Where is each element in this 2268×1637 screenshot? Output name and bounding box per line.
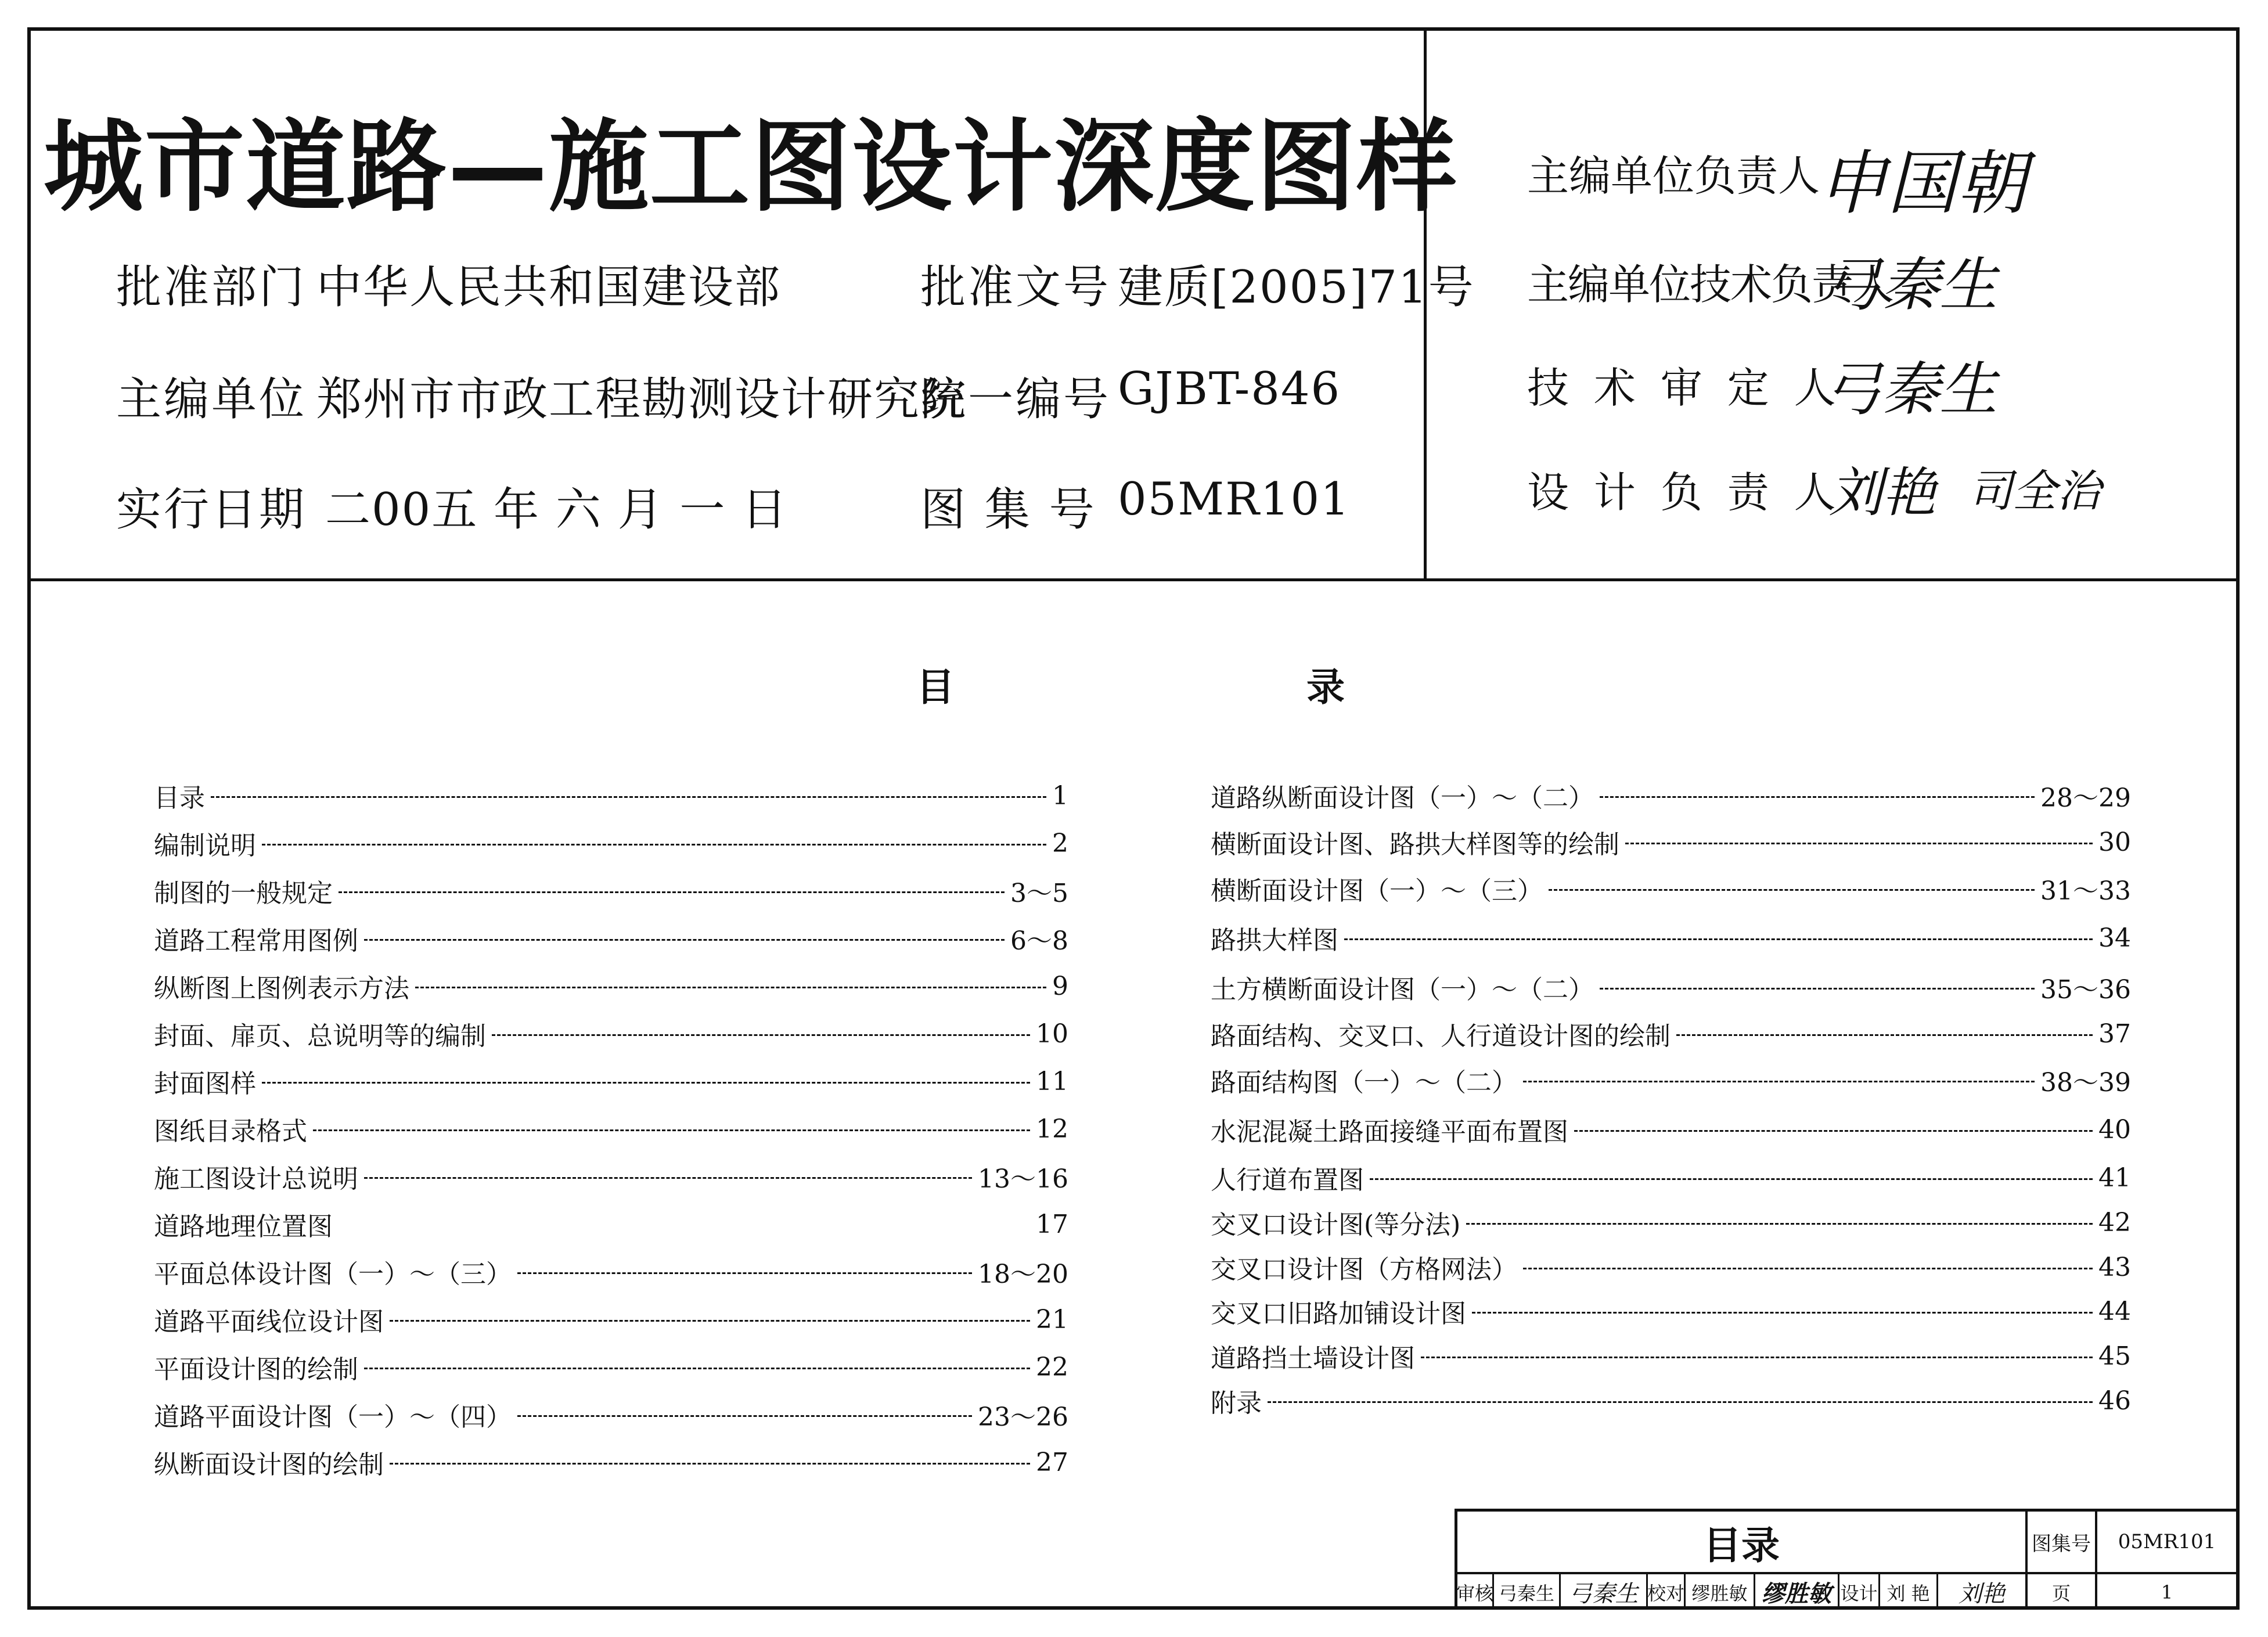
toc-entry-page: 31～33 [2040,876,2131,906]
unified-no-value: GJBT-846 [1118,363,1341,415]
toc-entry-page: 12 [1036,1114,1068,1144]
toc-entry-title: 编制说明 [154,831,256,861]
toc-entry[interactable] [154,1207,1068,1242]
tech-reviewer-signature: 弓秦生 [1823,355,1997,423]
toc-entry-title: 横断面设计图、路拱大样图等的绘制 [1211,830,1619,859]
toc-right-column [1211,778,2131,1417]
toc-leader [262,844,1046,846]
toc-entry[interactable] [154,1064,1068,1099]
toc-entry[interactable] [154,1016,1068,1051]
toc-entry[interactable] [154,1302,1068,1337]
toc-heading-left: 目 [916,665,955,710]
toc-entry[interactable] [1211,1112,2131,1147]
toc-entry-title: 土方横断面设计图（一）～（二） [1211,975,1594,1005]
toc-leader [1472,1312,2093,1314]
tb-review-signature: 弓秦生 [1568,1581,1639,1607]
toc-leader [1268,1401,2093,1403]
toc-entry-title: 平面设计图的绘制 [154,1355,358,1384]
tb-proof-signature: 缪胜敏 [1762,1580,1831,1607]
tech-reviewer-label: 技 术 审 定 人 [1527,364,1842,412]
toc-entry-page: 42 [2098,1207,2131,1237]
toc-entry-page: 41 [2098,1163,2131,1193]
toc-entry[interactable] [1211,1160,2131,1195]
toc-entry-page: 1 [1052,780,1068,811]
toc-entry-title: 封面、扉页、总说明等的编制 [154,1021,486,1051]
toc-entry-title: 水泥混凝土路面接缝平面布置图 [1211,1117,1568,1147]
toc-leader [364,939,1005,941]
toc-entry-page: 17 [1036,1209,1068,1239]
toc-leader [1625,843,2093,844]
toc-leader [1421,1357,2093,1358]
toc-left-column [154,778,1068,1498]
tb-design-signature: 刘艳 [1959,1581,2005,1607]
tb-proof-label: 校对 [1647,1582,1685,1604]
toc-entry-title: 道路平面线位设计图 [154,1307,384,1337]
toc-entry-title: 道路地理位置图 [154,1212,333,1242]
design-head-label: 设 计 负 责 人 [1527,468,1842,517]
chief-unit-head-signature: 申国朝 [1817,143,2026,224]
toc-leader [364,1177,972,1179]
toc-entry-title: 图纸目录格式 [154,1117,307,1146]
toc-entry[interactable] [154,778,1068,813]
toc-entry[interactable] [154,1397,1068,1432]
toc-entry-page: 28～29 [2040,783,2131,813]
header-bottom-divider [29,578,2238,581]
effective-date-label: 实行日期 [116,484,307,536]
toc-entry-page: 30 [2098,827,2131,857]
toc-entry[interactable] [154,1159,1068,1194]
toc-entry[interactable] [154,1445,1068,1480]
toc-leader [1600,988,2035,990]
tb-page-value: 1 [2161,1581,2173,1603]
toc-entry[interactable] [1211,1063,2131,1098]
toc-entry-title: 路面结构图（一）～（二） [1211,1068,1517,1098]
toc-entry[interactable] [154,969,1068,1003]
toc-leader [492,1034,1030,1036]
toc-entry-page: 38～39 [2040,1068,2131,1098]
tb-review-label: 审核 [1456,1582,1494,1604]
toc-entry-page: 23～26 [978,1402,1068,1432]
toc-entry-title: 交叉口旧路加铺设计图 [1211,1299,1466,1329]
toc-entry[interactable] [1211,1250,2131,1285]
toc-entry-page: 34 [2098,923,2131,953]
toc-entry[interactable] [1211,778,2131,813]
toc-leader [1600,796,2035,798]
toc-entry-page: 21 [1036,1304,1068,1334]
editor-unit-value: 郑州市市政工程勘测设计研究院 [316,373,967,426]
tb-design-label: 设计 [1840,1582,1878,1604]
toc-entry-title: 道路工程常用图例 [154,926,358,956]
effective-date-value: 二00五 年 六 月 一 日 [325,484,789,536]
toc-leader [339,891,1005,893]
toc-entry-title: 交叉口设计图(等分法) [1211,1210,1461,1240]
toc-entry[interactable] [154,1350,1068,1384]
toc-leader [1574,1130,2093,1132]
toc-leader [1523,1081,2035,1082]
approval-no-label: 批准文号 [920,261,1111,314]
toc-entry-page: 43 [2098,1252,2131,1282]
tb-design-name: 刘 艳 [1887,1582,1930,1604]
toc-entry-title: 施工图设计总说明 [154,1164,358,1194]
approval-no-value: 建质[2005]71号 [1118,261,1475,314]
toc-entry-page: 18～20 [978,1260,1068,1289]
chief-unit-head-label: 主编单位负责人 [1527,152,1820,200]
toc-leader [364,1368,1030,1369]
toc-leader [339,1225,1030,1226]
toc-entry-page: 13～16 [978,1164,1068,1194]
toc-entry[interactable] [1211,1339,2131,1373]
design-head-signature-2: 司全治 [1968,465,2101,517]
toc-entry-title: 人行道布置图 [1211,1165,1364,1195]
toc-leader [1466,1223,2093,1225]
toc-entry-title: 制图的一般规定 [154,879,333,908]
toc-entry[interactable] [1211,1383,2131,1418]
toc-entry-title: 纵断面设计图的绘制 [154,1450,384,1480]
toc-entry-page: 6～8 [1010,926,1068,956]
toc-entry-page: 44 [2098,1296,2131,1326]
toc-entry-page: 45 [2098,1341,2131,1371]
toc-entry-title: 封面图样 [154,1069,256,1099]
tb-page-label: 页 [2051,1582,2071,1604]
toc-entry-page: 35～36 [2040,975,2131,1005]
toc-leader [517,1272,972,1274]
toc-entry-title: 纵断图上图例表示方法 [154,974,409,1003]
toc-entry-title: 路面结构、交叉口、人行道设计图的绘制 [1211,1021,1671,1051]
toc-leader [390,1463,1030,1465]
tb-review-name: 弓秦生 [1498,1582,1554,1604]
atlas-no-value: 05MR101 [1118,473,1351,526]
toc-entry[interactable] [154,1111,1068,1146]
toc-leader [1549,889,2035,891]
atlas-no-label: 图 集 号 [920,484,1097,536]
chief-unit-tech-head-signature: 弓秦生 [1823,251,1997,319]
toc-entry-title: 交叉口设计图（方格网法） [1211,1255,1517,1285]
toc-entry[interactable] [1211,970,2131,1005]
toc-entry[interactable] [154,873,1068,908]
toc-entry-page: 3～5 [1010,879,1068,908]
toc-entry-page: 37 [2098,1019,2131,1049]
toc-heading-right: 录 [1306,665,1345,710]
toc-entry-page: 22 [1036,1352,1068,1382]
chief-unit-tech-head-label: 主编单位技术负责人 [1527,260,1893,309]
toc-leader [1344,938,2093,940]
tb-atlas-no-label: 图集号 [2032,1532,2091,1556]
toc-leader [262,1082,1030,1084]
toc-entry-title: 附录 [1211,1388,1262,1418]
toc-entry-page: 10 [1036,1019,1068,1049]
toc-leader [1676,1034,2093,1036]
toc-entry-page: 46 [2098,1386,2131,1416]
toc-entry-title: 道路纵断面设计图（一）～（二） [1211,783,1594,813]
toc-entry-title: 横断面设计图（一）～（三） [1211,876,1543,906]
toc-leader [415,987,1046,988]
design-head-signature: 刘艳 [1829,462,1936,524]
tb-proof-name: 缪胜敏 [1691,1582,1748,1604]
toc-entry-title: 路拱大样图 [1211,926,1338,955]
toc-entry[interactable] [1211,1294,2131,1329]
toc-entry-page: 40 [2098,1114,2131,1145]
toc-leader [313,1129,1030,1131]
toc-leader [211,796,1046,798]
toc-entry[interactable] [154,826,1068,861]
toc-entry[interactable] [1211,825,2131,859]
main-title: 城市道路—施工图设计深度图样 [44,109,1458,225]
toc-entry[interactable] [1211,871,2131,906]
toc-leader [517,1415,972,1417]
toc-leader [1370,1178,2093,1180]
tb-atlas-no-value: 05MR101 [2118,1530,2216,1553]
toc-entry-page: 2 [1052,828,1068,858]
toc-entry[interactable] [1211,920,2131,955]
toc-entry[interactable] [1211,1205,2131,1240]
unified-no-label: 统一编号 [920,373,1111,426]
toc-entry-title: 平面总体设计图（一）～（三） [154,1260,512,1289]
toc-entry-title: 道路挡土墙设计图 [1211,1344,1415,1373]
toc-entry[interactable] [154,1254,1068,1289]
toc-entry[interactable] [154,921,1068,956]
approval-dept-value: 中华人民共和国建设部 [316,261,782,314]
toc-entry-page: 27 [1036,1447,1068,1477]
sheet-title: 目录 [1703,1523,1780,1568]
toc-entry[interactable] [1211,1016,2131,1051]
toc-entry-page: 9 [1052,971,1068,1001]
toc-leader [390,1320,1030,1322]
toc-entry-title: 道路平面设计图（一）～（四） [154,1402,512,1432]
editor-unit-label: 主编单位 [116,373,307,426]
toc-leader [1523,1268,2093,1269]
toc-entry-title: 目录 [154,783,205,813]
toc-entry-page: 11 [1036,1066,1068,1096]
approval-dept-label: 批准部门 [116,261,307,314]
